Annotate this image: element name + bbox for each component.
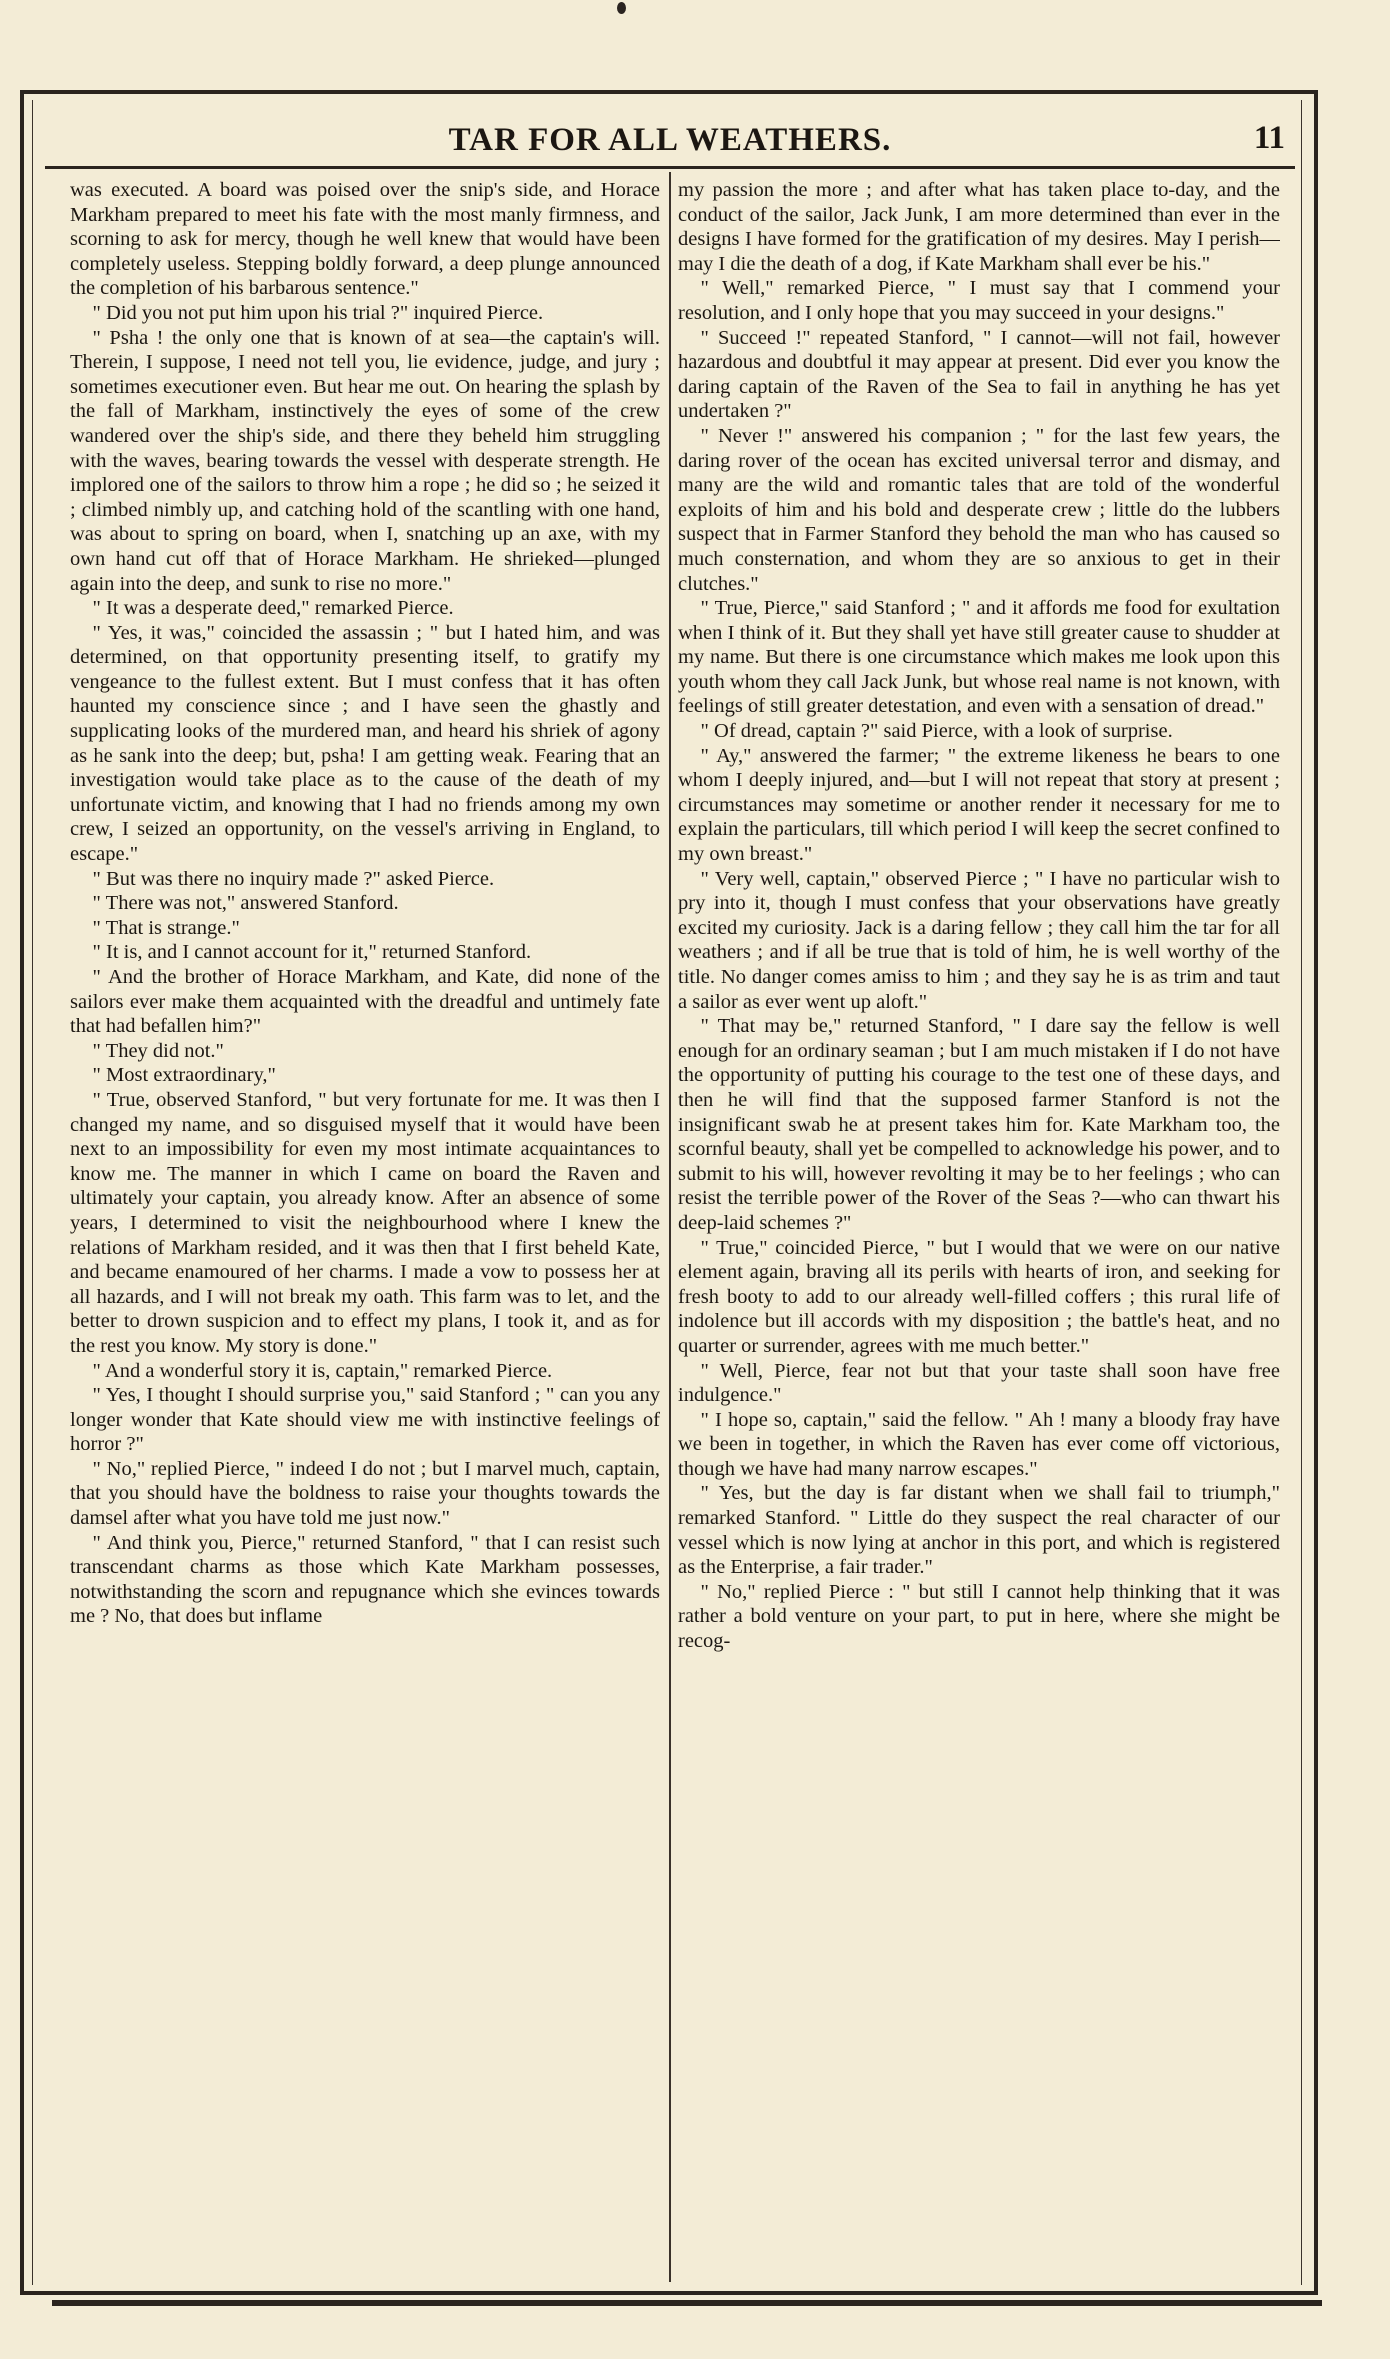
paragraph: " Yes, it was," coincided the assassin ; " but I hated him, and was determined, on that opportunity presenting itself, to gratify my vengeance to the fullest extent. But I must confess that it has often haunted my conscience since ; and I have seen the ghastly and supplicating looks of the murdered man, and heard his shriek of agony as he sank into the deep; but, psha! I am getting weak. Fearing that an investigation would take place as to the cause of the death of my unfortunate victim, and knowing that I had no friends among my own crew, I seized an opportunity, on the vessel's arriving in England, to escape." bbox=[70, 621, 660, 866]
paragraph: " They did not." bbox=[92, 1039, 224, 1062]
paragraph: " Never !" answered his companion ; " for the last few years, the daring rover of the ocean has excited universal terror and dismay, and many are the wild and romantic tales that are told of the wonderful exploits of him and his bold and desperate crew ; little do the lubbers suspect that in Farmer Stanford they behold the man who has caused so much consternation, and whom they are so anxious to get in their clutches." bbox=[678, 424, 1280, 595]
paragraph: " No," replied Pierce : " but still I cannot help thinking that it was rather a bold venture on your part, to put in here, where she might be recog- bbox=[678, 1580, 1280, 1653]
paragraph: " It was a desperate deed," remarked Pierce. bbox=[92, 597, 454, 620]
right-column bbox=[678, 178, 1280, 2278]
paragraph: " Most extraordinary," bbox=[92, 1064, 276, 1087]
left-column bbox=[70, 178, 660, 2278]
paragraph: " But was there no inquiry made ?" asked Pierce. bbox=[92, 867, 495, 890]
paragraph: my passion the more ; and after what has taken place to-day, and the conduct of the sailor, Jack Junk, I am more determined than ever in the designs I have formed for the gratification of my desires. May I perish—may I die the death of a dog, if Kate Markham shall ever be his." bbox=[678, 179, 1280, 275]
paragraph: " It is, and I cannot account for it," returned Stanford. bbox=[92, 941, 532, 964]
paragraph: " Ay," answered the farmer; " the extreme likeness he bears to one whom I deeply injured, and—but I will not repeat that story at present ; circumstances may sometime or another render it necessary for me to explain the particulars, till which period I will keep the secret confined to my own breast." bbox=[678, 744, 1280, 866]
paragraph: " And the brother of Horace Markham, and Kate, did none of the sailors ever make them acquainted with the dreadful and untimely fate that had befallen him?" bbox=[70, 966, 660, 1038]
header-rule bbox=[45, 166, 1295, 169]
paragraph: " Of dread, captain ?" said Pierce, with a look of surprise. bbox=[700, 720, 1173, 743]
running-title: TAR FOR ALL WEATHERS. bbox=[448, 122, 892, 158]
ink-dot bbox=[617, 2, 626, 14]
paragraph: " That is strange." bbox=[92, 916, 240, 939]
paragraph: " True," coincided Pierce, " but I would that we were on our native element again, braving all its perils with hearts of iron, and seeking for fresh booty to add to our already well-filled coffers ; this rural life of indolence but ill accords with my disposition ; the battle's heat, and no quarter or surrender, agrees with me much better." bbox=[678, 1236, 1280, 1357]
paragraph: " Yes, I thought I should surprise you," said Stanford ; " can you any longer wonder that Kate should view me with instinctive feelings of horror ?" bbox=[70, 1384, 660, 1456]
paragraph: " True, Pierce," said Stanford ; " and it affords me food for exultation when I think of it. But they shall yet have still greater cause to shudder at my name. But there is one circumstance which makes me look upon this youth whom they call Jack Junk, but whose real name is not known, with feelings of still greater detestation, and even with a sensation of dread." bbox=[678, 597, 1280, 718]
paragraph: " That may be," returned Stanford, " I dare say the fellow is well enough for an ordinary seaman ; but I am much mistaken if I do not have the opportunity of putting his courage to the test one of these days, and then he will find that the supposed farmer Stanford is not the insignificant swab he at present takes him for. Kate Markham too, the scornful beauty, shall yet be compelled to acknowledge his power, and to submit to his will, however revolting it may be to her feelings ; who can resist the terrible power of the Rover of the Seas ?—who can thwart his deep-laid schemes ?" bbox=[678, 1015, 1280, 1234]
running-header bbox=[45, 118, 1295, 168]
column-divider bbox=[669, 172, 671, 2282]
paragraph: " Succeed !" repeated Stanford, " I cannot—will not fail, however hazardous and doubtful it may appear at present. Did ever you know the daring captain of the Raven of the Sea to fail in anything he has yet undertaken ?" bbox=[678, 326, 1280, 423]
paragraph: " Did you not put him upon his trial ?" inquired Pierce. bbox=[92, 301, 544, 324]
paragraph: " Very well, captain," observed Pierce ; " I have no particular wish to pry into it, though I must confess that your observations have greatly excited my curiosity. Jack is a daring fellow ; they call him the tar for all weathers ; and if all be true that is told of him, he is well worthy of the title. No danger comes amiss to him ; and they say he is as trim and taut a sailor as ever went up aloft." bbox=[678, 867, 1280, 1013]
paragraph: was executed. A board was poised over the snip's side, and Horace Markham prepared to meet his fate with the most manly firmness, and scorning to ask for mercy, though he well knew that would have been completely useless. Stepping boldly forward, a deep plunge announced the completion of his barbarous sentence." bbox=[70, 179, 660, 300]
paragraph: " And think you, Pierce," returned Stanford, " that I can resist such transcendant charms as those which Kate Markham possesses, notwithstanding the scorn and repugnance which she evinces towards me ? No, that does but inflame bbox=[70, 1531, 660, 1628]
paragraph: " Yes, but the day is far distant when we shall fail to triumph," remarked Stanford. " Little do they suspect the real character of our vessel which is now lying at anchor in this port, and which is registered as the Enterprise, a fair trader." bbox=[678, 1482, 1280, 1579]
paragraph: " Well, Pierce, fear not but that your taste shall soon have free indulgence." bbox=[678, 1359, 1280, 1407]
paragraph: " Well," remarked Pierce, " I must say that I commend your resolution, and I only hope that you may succeed in your designs." bbox=[678, 277, 1280, 324]
paragraph: " And a wonderful story it is, captain," remarked Pierce. bbox=[92, 1359, 553, 1382]
paragraph: " No," replied Pierce, " indeed I do not ; but I marvel much, captain, that you should have the boldness to raise your thoughts towards the damsel after what you have told me just now." bbox=[70, 1457, 660, 1530]
bottom-rule bbox=[52, 2300, 1322, 2306]
page-number: 11 bbox=[1253, 120, 1285, 156]
paragraph: " I hope so, captain," said the fellow. " Ah ! many a bloody fray have we been in together, in which the Raven has ever come off victorious, though we have had many narrow escapes." bbox=[678, 1408, 1280, 1480]
paragraph: " Psha ! the only one that is known of at sea—the captain's will. Therein, I suppose, I need not tell you, lie evidence, judge, and jury ; sometimes executioner even. But hear me out. On hearing the splash by the fall of Markham, instinctively the eyes of some of the crew wandered over the ship's side, and there they beheld him struggling with the waves, bearing towards the vessel with desperate strength. He implored one of the sailors to throw him a rope ; he did so ; he seized it ; climbed nimbly up, and catching hold of the scantling with one hand, was about to spring on board, when I, snatching up an axe, with my own hand cut off that of Horace Markham. He shrieked—plunged again into the deep, and sunk to rise no more." bbox=[70, 326, 660, 595]
paragraph: " True, observed Stanford, " but very fortunate for me. It was then I changed my name, and so disguised myself that it would have been next to an impossibility for even my most intimate acquaintances to know me. The manner in which I came on board the Raven and ultimately your captain, you already know. After an absence of some years, I determined to visit the neighbourhood where I knew the relations of Markham resided, and it was then that I first beheld Kate, and became enamoured of her charms. I made a vow to possess her at all hazards, and I will not break my oath. This farm was to let, and the better to drown suspicion and to effect my plans, I took it, and as for the rest you know. My story is done." bbox=[70, 1088, 660, 1357]
paragraph: " There was not," answered Stanford. bbox=[92, 892, 399, 915]
